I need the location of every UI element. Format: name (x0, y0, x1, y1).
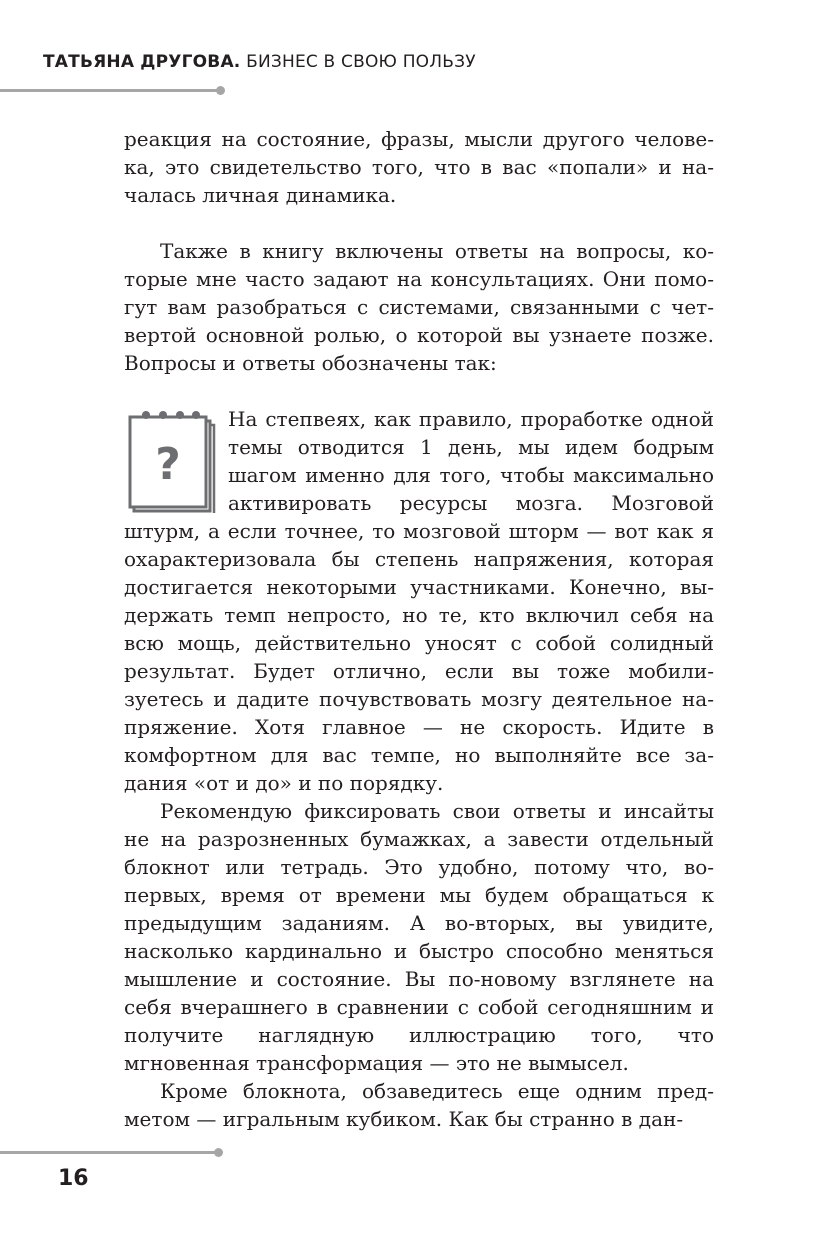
paragraph-gap (124, 377, 714, 405)
page-number: 16 (58, 1166, 89, 1191)
header-book-title: БИЗНЕС В СВОЮ ПОЛЬЗУ (246, 52, 476, 72)
question-notepad-graphic (124, 407, 216, 513)
footer-rule-dot (214, 1148, 223, 1157)
question-notepad-icon (124, 407, 216, 513)
paragraph-gap (124, 209, 714, 237)
paragraph-dice: Кроме блокнота, обзаведитесь еще одним предметом — игральным кубиком. Как бы странно в дан- (124, 1079, 714, 1131)
header-rule (0, 89, 220, 92)
running-head (43, 52, 476, 72)
paragraph-continuation: реакция на состояние, фразы, мысли другого человека, это свидетельство того, что в вас «попали» и началась личная динамика. (124, 127, 714, 207)
qa-block (124, 405, 714, 797)
footer-rule (0, 1151, 218, 1154)
header-rule-dot (216, 86, 225, 95)
paragraph-notebook: Рекомендую фиксировать свои ответы и инсайты не на разрозненных бумажках, а завести отдельный блокнот или тетрадь. Это удобно, потому что, во-первых, время от времени мы будем обращаться к предыдущим заданиям. А во-вторых, вы увидите, насколько кардинально и быстро способно меняться мышление и состояние. Вы по-новому взглянете на себя вчерашнего в сравнении с собой сегодняшним и получите наглядную иллюстрацию того, что мгновенная трансформация — это не вымысел. (124, 799, 714, 1075)
header-author: ТАТЬЯНА ДРУГОВА. (43, 52, 241, 72)
question-mark-icon: ? (155, 439, 181, 490)
paragraph-answer: На степвеях, как правило, проработке одной темы отводится 1 день, мы идем бодрым шагом именно для того, чтобы максимально активировать ресурсы мозга. Мозговой штурм, а если точнее, то мозговой шторм — вот как я охарактеризовала бы степень напряжения, которая достигается некоторыми участниками. Конечно, выдержать темп непросто, но те, кто включил себя на всю мощь, действительно уносят с собой солидный результат. Будет отлично, если вы тоже мобилизуетесь и дадите почувствовать мозгу деятельное напряжение. Хотя главное — не скорость. Идите в комфортном для вас темпе, но выполняйте все задания «от и до» и по порядку. (124, 407, 714, 795)
paragraph-questions-intro: Также в книгу включены ответы на вопросы, которые мне часто задают на консультациях. Они помогут вам разобраться с системами, связанными с четвертой основной ролью, о которой вы узнаете позже. Вопросы и ответы обозначены так: (124, 239, 714, 375)
body-text (124, 125, 714, 1133)
